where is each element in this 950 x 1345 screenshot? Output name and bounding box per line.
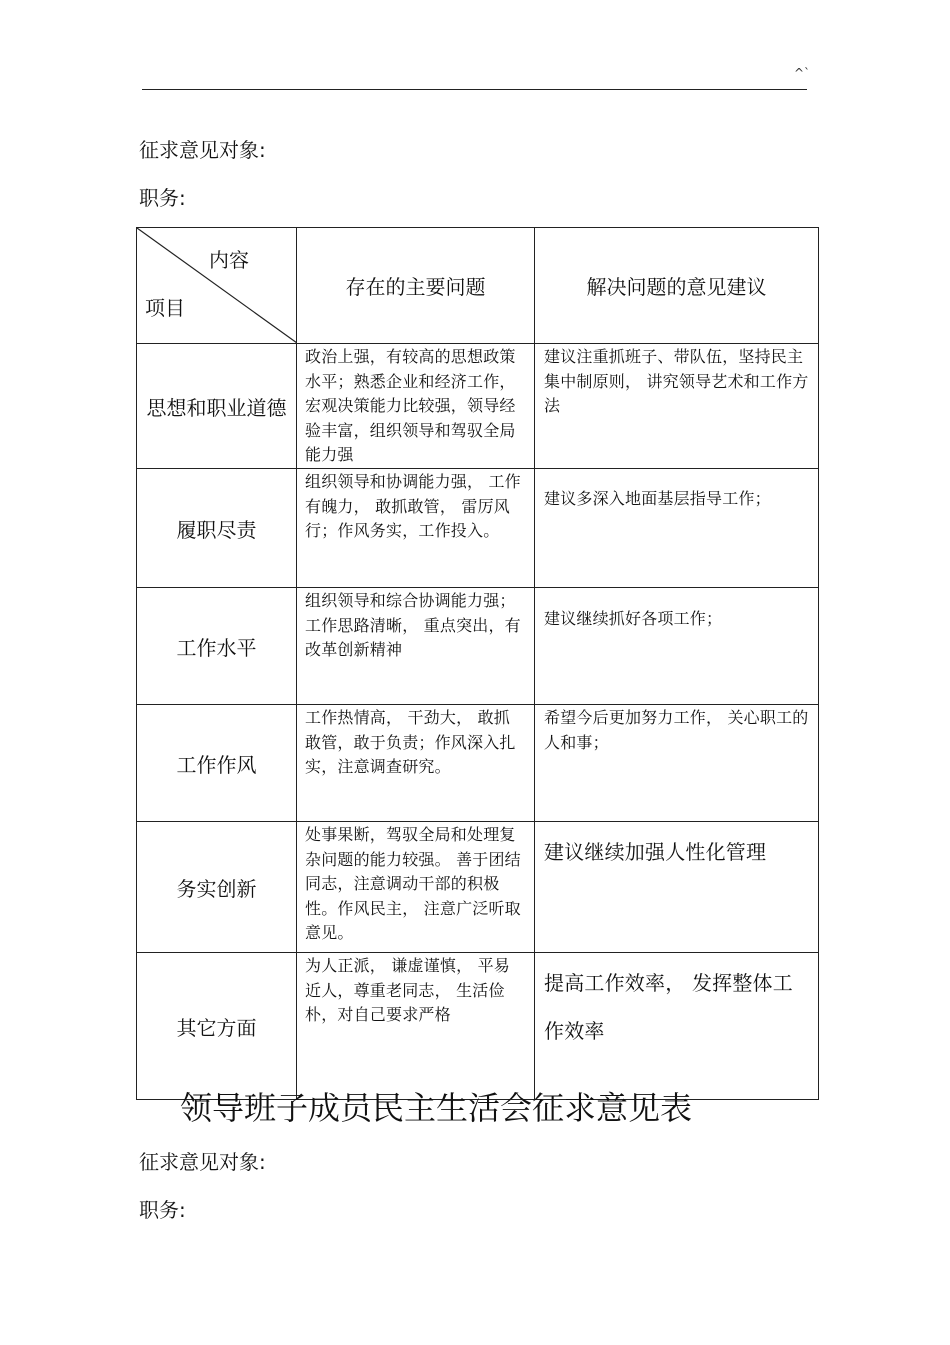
header-advice-cell [535,228,819,344]
corner-cell [137,228,297,344]
item-name: 其它方面 [176,1015,257,1040]
item-cell [137,588,297,705]
position-label: 职务: [139,186,186,210]
advice-cell [535,705,819,822]
problem-text: 组织领导和协调能力强， 工作有魄力， 敢抓敢管， 雷厉风行；作风务实，工作投入。 [305,472,521,540]
target-field-2 [139,1146,266,1175]
problem-cell [297,705,535,822]
item-cell [137,822,297,953]
advice-cell [535,953,819,1100]
advice-cell [535,469,819,588]
target-label: 征求意见对象: [139,1150,266,1174]
item-name: 工作作风 [176,752,257,777]
item-cell [137,705,297,822]
table-row [137,344,819,469]
problem-cell [297,469,535,588]
item-cell [137,953,297,1100]
item-name: 思想和职业道德 [146,395,287,420]
advice-text: 建议注重抓班子、带队伍，坚持民主集中制原则， 讲究领导艺术和工作方法 [544,347,809,415]
problem-cell [297,344,535,469]
problem-cell [297,822,535,953]
advice-text: 希望今后更加努力工作， 关心职工的人和事； [544,708,809,752]
problem-text: 为人正派， 谦虚谨慎， 平易近人，尊重老同志， 生活俭朴，对自己要求严格 [305,956,510,1024]
advice-cell [535,344,819,469]
item-name: 务实创新 [176,876,257,901]
header-problem-cell [297,228,535,344]
position-field-2 [139,1194,186,1223]
form-title: 领导班子成员民主生活会征求意见表 [180,1089,693,1127]
table-row [137,588,819,705]
header-problem: 存在的主要问题 [345,275,486,299]
problem-text: 工作热情高， 干劲大， 敢抓敢管，敢于负责；作风深入扎实，注意调查研究。 [305,708,516,776]
header-mark: ^` [794,66,811,80]
item-cell [137,344,297,469]
corner-item-label: 项目 [145,296,185,320]
item-name: 工作水平 [176,635,257,660]
problem-text: 处事果断，驾驭全局和处理复杂问题的能力较强。 善于团结同志，注意调动干部的积极性。作风民主， 注意广泛听取意见。 [305,825,521,942]
table-header-row [137,228,819,344]
item-name: 履职尽责 [176,517,257,542]
advice-text: 建议继续抓好各项工作； [544,609,723,628]
target-field [139,134,266,163]
header-rule [142,89,807,90]
item-cell [137,469,297,588]
problem-cell [297,588,535,705]
table-row [137,705,819,822]
problem-cell [297,953,535,1100]
advice-cell [535,588,819,705]
problem-text: 政治上强，有较高的思想政策水平；熟悉企业和经济工作，宏观决策能力比较强，领导经验丰富，组织领导和驾驭全局能力强 [305,347,516,464]
table-row [137,822,819,953]
position-field [139,182,186,211]
advice-text: 提高工作效率， 发挥整体工作效率 [544,971,793,1043]
advice-cell [535,822,819,953]
header-advice: 解决问题的意见建议 [586,275,767,299]
advice-text: 建议继续加强人性化管理 [544,840,767,864]
opinion-table [136,227,819,1100]
table-row [137,469,819,588]
target-label: 征求意见对象: [139,138,266,162]
advice-text: 建议多深入地面基层指导工作； [544,489,771,508]
problem-text: 组织领导和综合协调能力强；工作思路清晰， 重点突出，有改革创新精神 [305,591,521,659]
position-label: 职务: [139,1198,186,1222]
corner-content-label: 内容 [209,248,249,272]
table-row [137,953,819,1100]
